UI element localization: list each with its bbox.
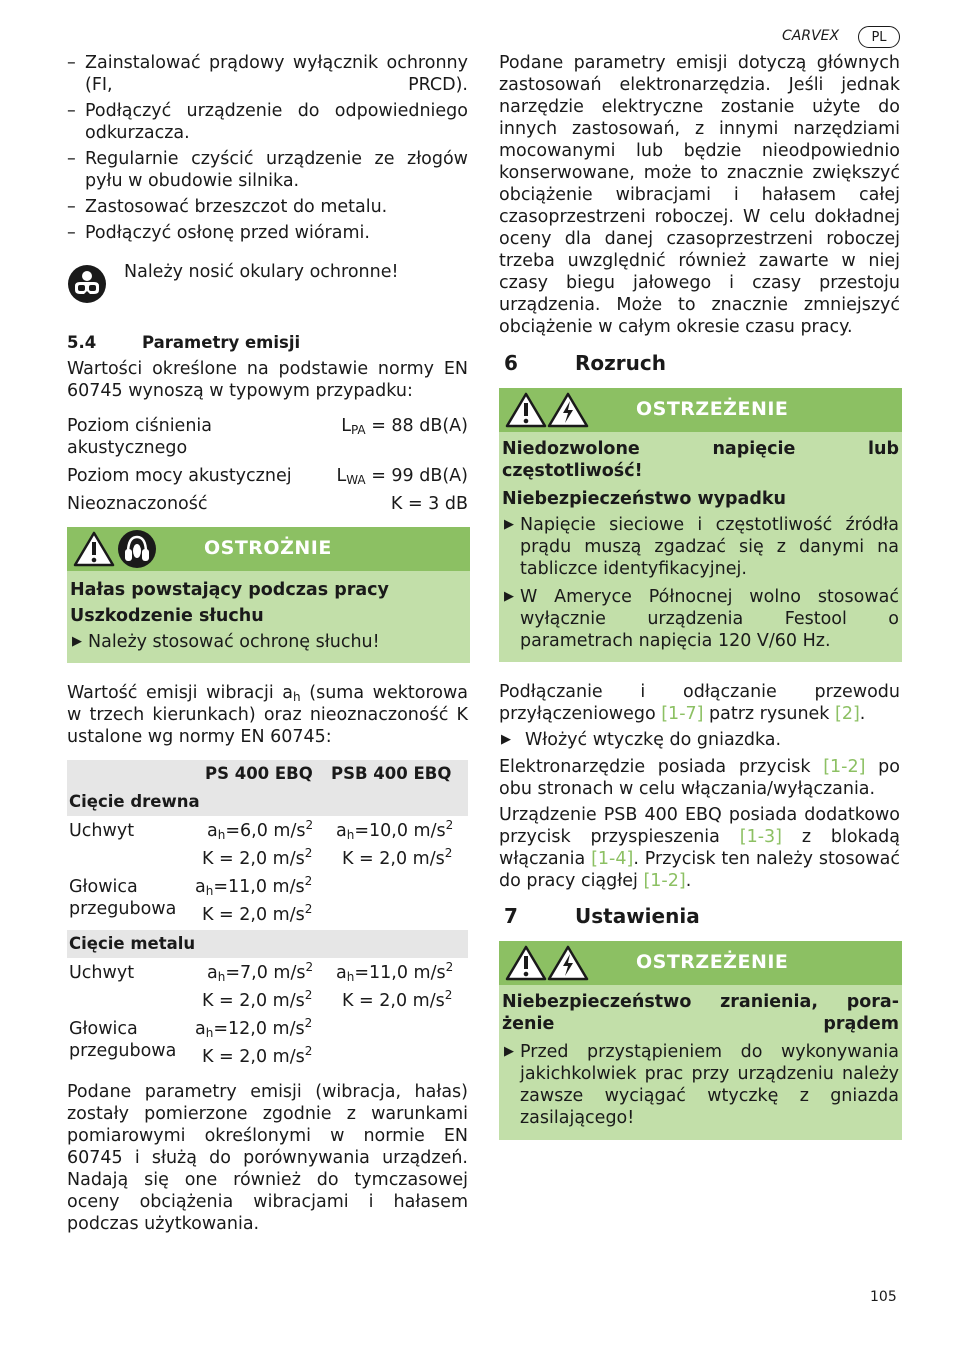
table-header (67, 760, 468, 788)
caution-item: ▶ Należy stosować ochronę słuchu! (70, 629, 467, 655)
electric-hazard-icon (547, 392, 589, 434)
caution-box (67, 527, 470, 663)
section-heading-5-4: 5.4 Parametry emisji (67, 333, 301, 352)
emission-row: Nieoznaczoność K = 3 dB (67, 494, 468, 514)
warning-triangle-icon (505, 392, 547, 434)
figure-ref: [1-2] (823, 757, 866, 777)
arrow-right-icon: ▶ (501, 732, 511, 747)
arrow-right-icon: ▶ (504, 589, 514, 604)
arrow-right-icon: ▶ (504, 517, 514, 532)
warning-title: OSTRZEŻENIE (636, 398, 789, 420)
figure-ref: [1-3] (739, 827, 783, 847)
figure-ref: [1-7] (661, 704, 704, 724)
warning-box-settings (499, 941, 902, 1140)
vibration-table (67, 760, 468, 1072)
dash-list (67, 52, 468, 248)
table-row: Uchwyt $a_h=7,0$ $m/s^2$ $a_h=11,0$ $m/s^2$ K = 2,0 $m/s^2$ K = 2,0 $m/s^2$ (69, 960, 454, 1011)
figure-ref: [1-2] (643, 871, 686, 891)
emission-row: Poziom ciśnienia akustycznego $L_{PA} = 88$ dB(A) (67, 416, 468, 458)
goggles-note: Należy nosić okulary ochronne! (124, 262, 399, 282)
switch-paragraph: Elektronarzędzie posiada przycisk [1-2] po obu stronach w celu włączania/wyłączania. (499, 757, 900, 799)
psb-paragraph: Urządzenie PSB 400 EBQ posiada dodatkowo przycisk przyspieszenia [1-3] z blokadą włączania [1-4]. Przycisk ten należy stosować do pracy ciągłej [1-2]. (499, 805, 900, 891)
electric-hazard-icon (547, 945, 589, 987)
warning-box-voltage (499, 388, 902, 662)
list-item: – Zainstalować prądowy wyłącznik ochronny (FI, PRCD). (67, 53, 468, 95)
ear-protection-icon (117, 529, 157, 575)
table-row: Głowica przegubowa $a_h=11,0$ $m/s^2$ K = 2,0 $m/s^2$ (69, 874, 313, 925)
caution-consequence: Uszkodzenie słuchu (70, 606, 264, 626)
vibration-intro: Wartość emisji wibracji $a_h$ (suma wektorowa w trzech kierunkach) oraz nieoznaczoność K ustalone wg normy EN 60745: (67, 683, 468, 747)
emission-applicability: Podane parametry emisji dotyczą głównych zastosowań elektronarzędzia. Jeśli jednak narzędzie elektryczne zostanie użyte do innych zastosowań, z innymi narzędziami mocowanymi lub będzie nieodpowiednio konserwowane, może to znacznie zwiększyć obciążenie wibracjami i hałasem całej czasoprzestrzeni roboczej. W celu dokładnej oceny dla danej czasoprzestrzeni roboczej trzeba uwzględnić również zawarte w niej czasy biegu jałowego i czasy przestoju urządzenia. Może to znacznie zmniejszyć obciążenie w całym okresie czasu pracy. (499, 53, 900, 337)
plug-instruction: ▶ Włożyć wtyczkę do gniazdka. (501, 730, 782, 750)
warning-triangle-icon (73, 531, 115, 573)
table-row: Głowica przegubowa $a_h=12,0$ $m/s^2$ K = 2,0 $m/s^2$ (69, 1016, 313, 1067)
column-ps400: PS 400 EBQ (205, 764, 313, 783)
warning-title: OSTRZEŻENIE (636, 951, 789, 973)
warning-header (499, 941, 902, 985)
warning-header (499, 388, 902, 432)
table-section-metal: Cięcie metalu (67, 930, 468, 958)
emission-closing: Podane parametry emisji (wibracja, hałas) zostały pomierzone zgodnie z warunkami pomiarowymi określonymi w normie EN 60745 i służą do porównywania urządzeń. Nadają się one również do tymczasowej oceny obciążenia wibracjami i hałasem podczas użytkowania. (67, 1082, 468, 1234)
column-psb400: PSB 400 EBQ (331, 764, 452, 783)
table-section-wood: Cięcie drewna (67, 788, 468, 816)
table-row: Uchwyt $a_h=6,0$ $m/s^2$ $a_h=10,0$ $m/s^2$ K = 2,0 $m/s^2$ K = 2,0 $m/s^2$ (69, 818, 454, 869)
goggles-icon (67, 264, 107, 304)
warning-item: ▶ W Ameryce Północnej wolno stosować wyłącznie urządzenia Festool o parametrach napięcia 120 V/60 Hz. (504, 587, 899, 651)
connect-paragraph: Podłączanie i odłączanie przewodu przyłączeniowego [1-7] patrz rysunek [2]. (499, 682, 900, 724)
emission-values (67, 415, 468, 521)
caution-header (67, 527, 470, 571)
emission-intro: Wartości określone na podstawie normy EN 60745 wynoszą w typowym przypadku: (67, 359, 468, 401)
section-heading-7: 7 Ustawienia (504, 904, 700, 928)
caution-title: OSTROŻNIE (204, 537, 332, 559)
language-badge: PL (858, 26, 900, 48)
warning-triangle-icon (505, 945, 547, 987)
warning-hazard: Niebezpieczeństwo zranienia, pora-żenie prądem (502, 992, 899, 1034)
arrow-right-icon: ▶ (72, 634, 82, 649)
warning-item: ▶ Przed przystąpieniem do wykonywania jakichkolwiek prac przy urządzeniu należy zawsze wyciągać wtyczkę z gniazda zasilającego! (504, 1042, 899, 1128)
warning-item: ▶ Napięcie sieciowe i częstotliwość źródła prądu muszą zgadzać się z danymi na tabliczce identyfikacyjnej. (504, 515, 899, 579)
list-item: – Podłączyć urządzenie do odpowiedniego odkurzacza. (67, 101, 468, 143)
list-item: – Regularnie czyścić urządzenie ze złogów pyłu w obudowie silnika. (67, 149, 468, 191)
caution-hazard: Hałas powstający podczas pracy (70, 580, 389, 600)
list-item: – Zastosować brzeszczot do metalu. (67, 197, 388, 217)
warning-hazard: Niedozwolone napięcie lub częstotliwość! (502, 439, 899, 481)
warning-consequence: Niebezpieczeństwo wypadku (502, 489, 786, 509)
section-heading-6: 6 Rozruch (504, 351, 666, 375)
arrow-right-icon: ▶ (504, 1044, 514, 1059)
brand-name: CARVEX (782, 28, 840, 44)
page-number: 105 (870, 1289, 897, 1305)
figure-ref: [2] (835, 704, 860, 724)
list-item: – Podłączyć osłonę przed wiórami. (67, 223, 370, 243)
figure-ref: [1-4] (591, 849, 634, 869)
emission-row: Poziom mocy akustycznej $L_{WA} = 99$ dB(A) (67, 466, 468, 487)
